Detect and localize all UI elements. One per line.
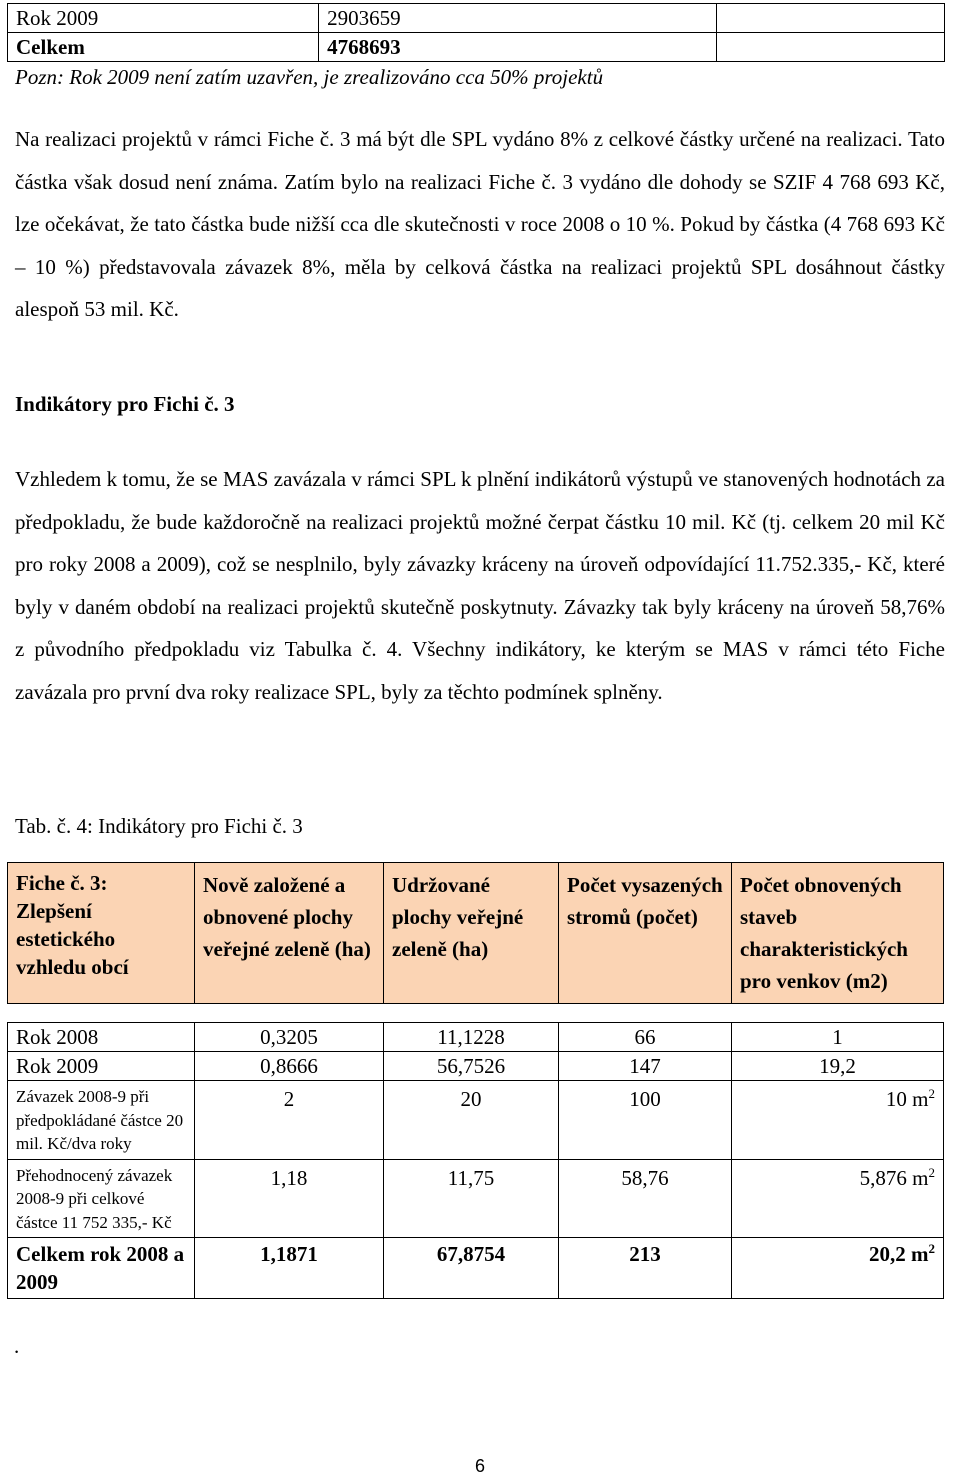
column-header: Počet obnovených staveb charakteristických pro venkov (m2) [732,863,944,1004]
cell-value: 10 m [885,1087,929,1111]
note: Pozn: Rok 2009 není zatím uzavřen, je zrealizováno cca 50% projektů [15,65,604,89]
column-header: Počet vysazených stromů (počet) [559,863,732,1004]
cell [732,1238,944,1299]
page-number: 6 [474,1456,485,1476]
cell: 1,18 [195,1159,384,1238]
table-caption: Tab. č. 4: Indikátory pro Fichi č. 3 [15,814,303,838]
row-label: Rok 2009 [8,1052,195,1081]
section-heading: Indikátory pro Fichi č. 3 [15,392,235,416]
cell: 11,1228 [384,1023,559,1052]
cell: 58,76 [559,1159,732,1238]
table-header-row [8,863,944,1004]
row-value: 4768693 [319,33,717,62]
row-extra [717,4,945,33]
cell: 67,8754 [384,1238,559,1299]
table-row [8,4,945,33]
cell: 147 [559,1052,732,1081]
table-row [8,1159,944,1238]
column-header: Fiche č. 3: Zlepšení estetického vzhledu obcí [8,863,195,1004]
row-label: Celkem [8,33,319,62]
table-row [8,1023,944,1052]
cell: 2 [195,1081,384,1160]
row-label: Rok 2009 [8,4,319,33]
table-row [8,1081,944,1160]
cell: 20 [384,1081,559,1160]
table-row [8,1052,944,1081]
row-label: Celkem rok 2008 a 2009 [8,1238,195,1299]
superscript: 2 [928,1241,935,1256]
table-row-total [8,1238,944,1299]
row-value: 2903659 [319,4,717,33]
row-label: Závazek 2008-9 při předpokládané částce 20 mil. Kč/dva roky [8,1081,195,1160]
cell: 11,75 [384,1159,559,1238]
cell-value: 5,876 m [859,1165,929,1190]
cell [732,1081,944,1160]
paragraph: Vzhledem k tomu, že se MAS zavázala v rámci SPL k plnění indikátorů výstupů ve stanovených hodnotách za předpokladu, že bude každoročně na realizaci projektů možné čerpat částku 10 mil. Kč (tj. celkem 20 mil Kč pro roky 2008 a 2009), což se nesplnilo, byly závazky kráceny na úroveň odpovídající 11.752.335,- Kč, které byly v daném období na realizaci projektů skutečně poskytnuty. Závazky tak byly kráceny na úroveň 58,76% z původního předpokladu viz Tabulka č. 4. Všechny indikátory, ke kterým se MAS v rámci této Fiche zavázala pro první dva roky realizace SPL, byly za těchto podmínek splněny. [15,467,945,704]
indicator-table [7,862,944,1299]
cell: 213 [559,1238,732,1299]
column-header: Udržované plochy veřejné zeleně (ha) [384,863,559,1004]
row-label: Rok 2008 [8,1023,195,1052]
summary-table [7,3,945,62]
cell: 19,2 [732,1052,944,1081]
table-row [8,33,945,62]
cell: 1 [732,1023,944,1052]
superscript: 2 [928,1164,935,1180]
trailing-period: . [14,1334,20,1358]
cell: 0,3205 [195,1023,384,1052]
table-spacer [8,1004,944,1023]
row-label: Přehodnocený závazek 2008-9 při celkové částce 11 752 335,- Kč [8,1159,195,1238]
column-header: Nově založené a obnovené plochy veřejné zeleně (ha) [195,863,384,1004]
row-extra [717,33,945,62]
cell: 1,1871 [195,1238,384,1299]
paragraph: Na realizaci projektů v rámci Fiche č. 3 má být dle SPL vydáno 8% z celkové částky určené na realizaci. Tato částka však dosud není známa. Zatím bylo na realizaci Fiche č. 3 vydáno dle dohody se SZIF 4 768 693 Kč, lze očekávat, že tato částka bude nižší cca dle skutečnosti v roce 2008 o 10 %. Pokud by částka (4 768 693 Kč – 10 %) představovala závazek 8%, měla by celková částka na realizaci projektů SPL dosáhnout částky alespoň 53 mil. Kč. [15,127,945,321]
cell [732,1159,944,1238]
superscript: 2 [928,1086,935,1101]
cell: 66 [559,1023,732,1052]
cell: 0,8666 [195,1052,384,1081]
cell-value: 20,2 m [869,1242,929,1266]
cell: 56,7526 [384,1052,559,1081]
cell: 100 [559,1081,732,1160]
